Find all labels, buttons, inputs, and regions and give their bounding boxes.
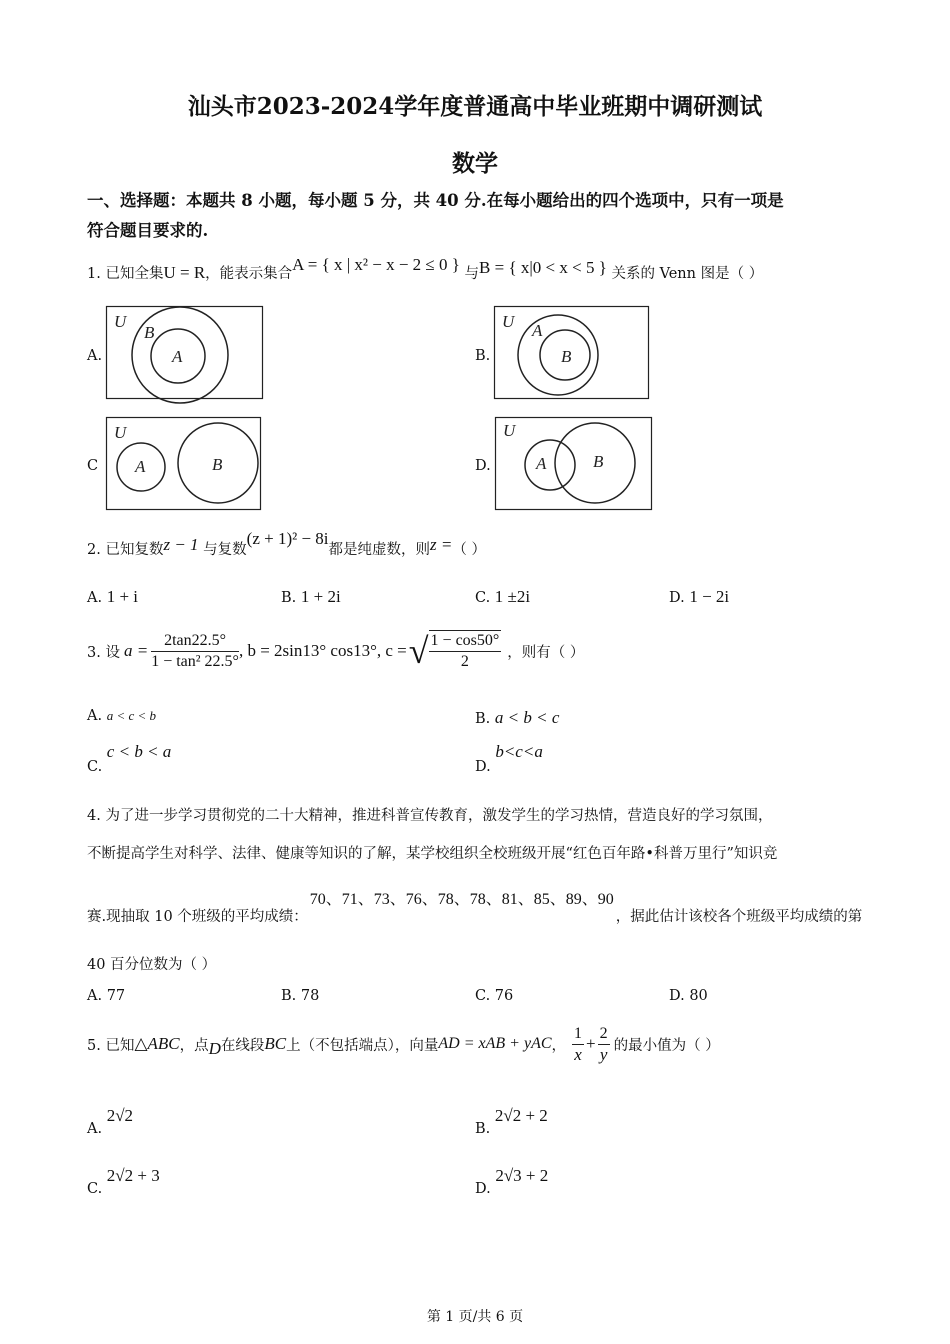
q5-option-c[interactable] (87, 1166, 160, 1197)
q5-prefix: 5. 已知 (87, 1037, 135, 1054)
q1-set-b: B = { x|0 < x < 5 } (479, 258, 607, 277)
q5-f1-num: 1 (572, 1024, 584, 1045)
question-4-line1: 4. 为了进一步学习贯彻党的二十大精神，推进科普宣传教育，激发学生的学习热情，营造良好的学习氛围， (87, 808, 773, 824)
q4-option-a[interactable] (87, 988, 125, 1004)
q4-option-a-label: A. (87, 988, 103, 1004)
q1-option-d-label[interactable]: D. (475, 458, 491, 474)
q5-text-3: 在线段 (220, 1037, 265, 1054)
question-1-stem (87, 255, 764, 283)
q4-option-b-label: B. (281, 988, 297, 1004)
q3-c-lhs: , c = (376, 641, 407, 660)
q3-option-d[interactable] (475, 742, 543, 775)
venn-b-u-label: U (502, 312, 515, 331)
q3-prefix: 3. 设 (87, 644, 120, 661)
q5-option-c-value: 2√2 + 3 (106, 1166, 160, 1185)
q5-suffix: 的最小值为（ ） (613, 1037, 720, 1054)
venn-a-inner-label: A (172, 347, 183, 366)
question-4-line3 (87, 886, 863, 925)
q2-prefix: 2. 已知复数 (87, 542, 164, 558)
q4-option-d[interactable] (669, 988, 708, 1004)
q3-option-b-label: B. (475, 711, 491, 727)
venn-a-u-label: U (114, 312, 127, 331)
q5-plus: + (586, 1034, 596, 1053)
q4-option-a-value: 77 (106, 988, 126, 1004)
q3-option-c[interactable] (87, 742, 172, 775)
q4-option-c-value: 76 (494, 988, 514, 1004)
q5-option-d[interactable] (475, 1166, 549, 1197)
q5-text-4: 上（不包括端点），向量 (286, 1037, 439, 1054)
q2-suffix: 都是纯虚数，则 (328, 542, 431, 558)
q1-option-c-venn[interactable] (106, 417, 262, 511)
q3-option-a-value: a < c < b (106, 708, 157, 723)
venn-d-u-label: U (503, 421, 516, 440)
q4-option-b[interactable] (281, 988, 319, 1004)
q3-option-a[interactable] (87, 708, 156, 724)
q5-option-b-label: B. (475, 1121, 491, 1137)
q3-option-b-value: a < b < c (494, 708, 560, 727)
q5-option-a-value: 2√2 (106, 1106, 134, 1125)
q3-option-c-value: c < b < a (106, 742, 172, 761)
q5-triangle: △ABC (134, 1034, 180, 1053)
q2-option-a-label: A. (87, 590, 103, 606)
q2-option-b-label: B. (281, 590, 297, 606)
q2-expr-1: z − 1 (163, 535, 199, 554)
q4-option-b-value: 78 (300, 988, 320, 1004)
q1-option-b-venn[interactable] (494, 306, 650, 400)
venn-d-left-label: A (536, 454, 547, 473)
q3-sqrt-sign: √ (408, 631, 429, 671)
q1-suffix: 关系的 Venn 图是（ ） (611, 266, 764, 282)
q2-option-b[interactable] (281, 587, 341, 607)
q3-a-fraction (151, 631, 239, 672)
venn-c-right-label: B (212, 455, 223, 474)
q3-option-c-label: C. (87, 759, 103, 775)
q1-and: 与 (464, 266, 480, 282)
q3-option-b[interactable] (475, 708, 559, 728)
q3-c-denominator: 2 (460, 653, 469, 670)
q5-option-a[interactable] (87, 1106, 134, 1137)
q3-suffix: ，则有（ ） (507, 644, 585, 661)
q2-z: z = (430, 535, 453, 554)
q3-c-numerator: 1 − cos50° (429, 631, 502, 652)
q2-option-d-label: D. (669, 590, 685, 606)
venn-b-outer-label: A (532, 321, 543, 340)
exam-title: 汕头市2023-2024学年度普通高中毕业班期中调研测试 (187, 93, 763, 120)
q3-a-lhs: a = (123, 641, 149, 660)
q5-option-c-label: C. (87, 1181, 103, 1197)
subject-title: 数学 (452, 150, 498, 177)
q1-option-a-venn[interactable] (106, 306, 264, 400)
q2-option-d-value: 1 − 2i (689, 587, 730, 606)
q4-option-c[interactable] (475, 988, 513, 1004)
q1-set-a: A = { x | x² − x − 2 ≤ 0 } (292, 255, 460, 274)
q4-option-d-label: D. (669, 988, 685, 1004)
q3-a-numerator: 2tan22.5° (151, 631, 239, 652)
q2-option-b-value: 1 + 2i (300, 587, 341, 606)
venn-c-left-label: A (135, 457, 146, 476)
section-heading-line1: 一、选择题：本题共 8 小题，每小题 5 分，共 40 分.在每小题给出的四个选项中，只有一项是 (87, 191, 784, 210)
q5-text-2: ，点 (179, 1037, 209, 1054)
q2-option-c-label: C. (475, 590, 491, 606)
q3-b-expr: , b = 2sin13° cos13° (238, 641, 377, 660)
q2-option-a-value: 1 + i (106, 587, 139, 606)
q3-option-a-label: A. (87, 708, 103, 724)
q3-option-d-value: b<c<a (495, 742, 543, 761)
question-4-line4: 40 百分位数为（ ） (87, 957, 217, 973)
q5-option-a-label: A. (87, 1121, 103, 1137)
q5-f2-den: y (599, 1044, 608, 1064)
q2-expr-2: (z + 1)² − 8i (246, 529, 329, 548)
question-5-stem (87, 1018, 720, 1070)
q1-option-d-venn[interactable] (495, 417, 653, 511)
q4-scores: 70、71、73、76、78、78、81、85、89、90 (309, 891, 614, 908)
q5-option-d-label: D. (475, 1181, 491, 1197)
q5-segment-bc: BC (264, 1034, 287, 1053)
q1-prefix: 1. 已知全集 (87, 266, 164, 282)
q3-a-denominator: 1 − tan² 22.5° (151, 652, 239, 670)
q1-universal-set: U = R (163, 263, 206, 282)
question-2-stem (87, 529, 486, 559)
q2-option-d[interactable] (669, 587, 729, 607)
q2-option-c-value: 1 ±2i (494, 587, 531, 606)
q5-vector-eq: AD = xAB + yAC (438, 1035, 552, 1052)
q5-option-b[interactable] (475, 1106, 548, 1137)
q1-option-c-label[interactable]: C (87, 458, 99, 474)
q2-option-a[interactable] (87, 587, 138, 607)
venn-b-inner-label: B (561, 347, 572, 366)
section-heading-line2: 符合题目要求的. (87, 221, 209, 240)
q5-option-b-value: 2√2 + 2 (494, 1106, 548, 1125)
venn-c-u-label: U (114, 423, 127, 442)
page-footer: 第 1 页/共 6 页 (426, 1309, 524, 1325)
q4-option-d-value: 80 (689, 988, 708, 1004)
q3-option-d-label: D. (475, 759, 491, 775)
q5-fraction-2 (598, 1024, 610, 1065)
q1-option-a-label[interactable]: A. (87, 348, 103, 364)
q1-option-b-label[interactable]: B. (475, 348, 491, 364)
q4-option-c-label: C. (475, 988, 491, 1004)
q4-line3-post: ，据此估计该校各个班级平均成绩的第 (615, 909, 863, 925)
q3-c-fraction (429, 630, 502, 672)
q5-f2-num: 2 (598, 1024, 610, 1045)
q5-f1-den: x (574, 1044, 582, 1064)
q2-option-c[interactable] (475, 587, 530, 607)
venn-a-outer-label: B (144, 323, 155, 342)
question-4-line2: 不断提高学生对科学、法律、健康等知识的了解，某学校组织全校班级开展“红色百年路•科普万里行”知识竞 (87, 846, 778, 862)
q5-option-d-value: 2√3 + 2 (495, 1166, 549, 1185)
q5-point-d: D (208, 1039, 221, 1058)
q4-line3-pre: 赛.现抽取 10 个班级的平均成绩： (87, 909, 308, 925)
venn-d-right-label: B (593, 452, 604, 471)
question-3-stem (87, 626, 584, 676)
q5-comma: ， (551, 1037, 567, 1054)
q2-mid: 与复数 (203, 542, 247, 558)
q2-paren: （ ） (452, 542, 486, 558)
q1-mid: ，能表示集合 (205, 266, 293, 282)
q5-fraction-1 (572, 1024, 584, 1065)
